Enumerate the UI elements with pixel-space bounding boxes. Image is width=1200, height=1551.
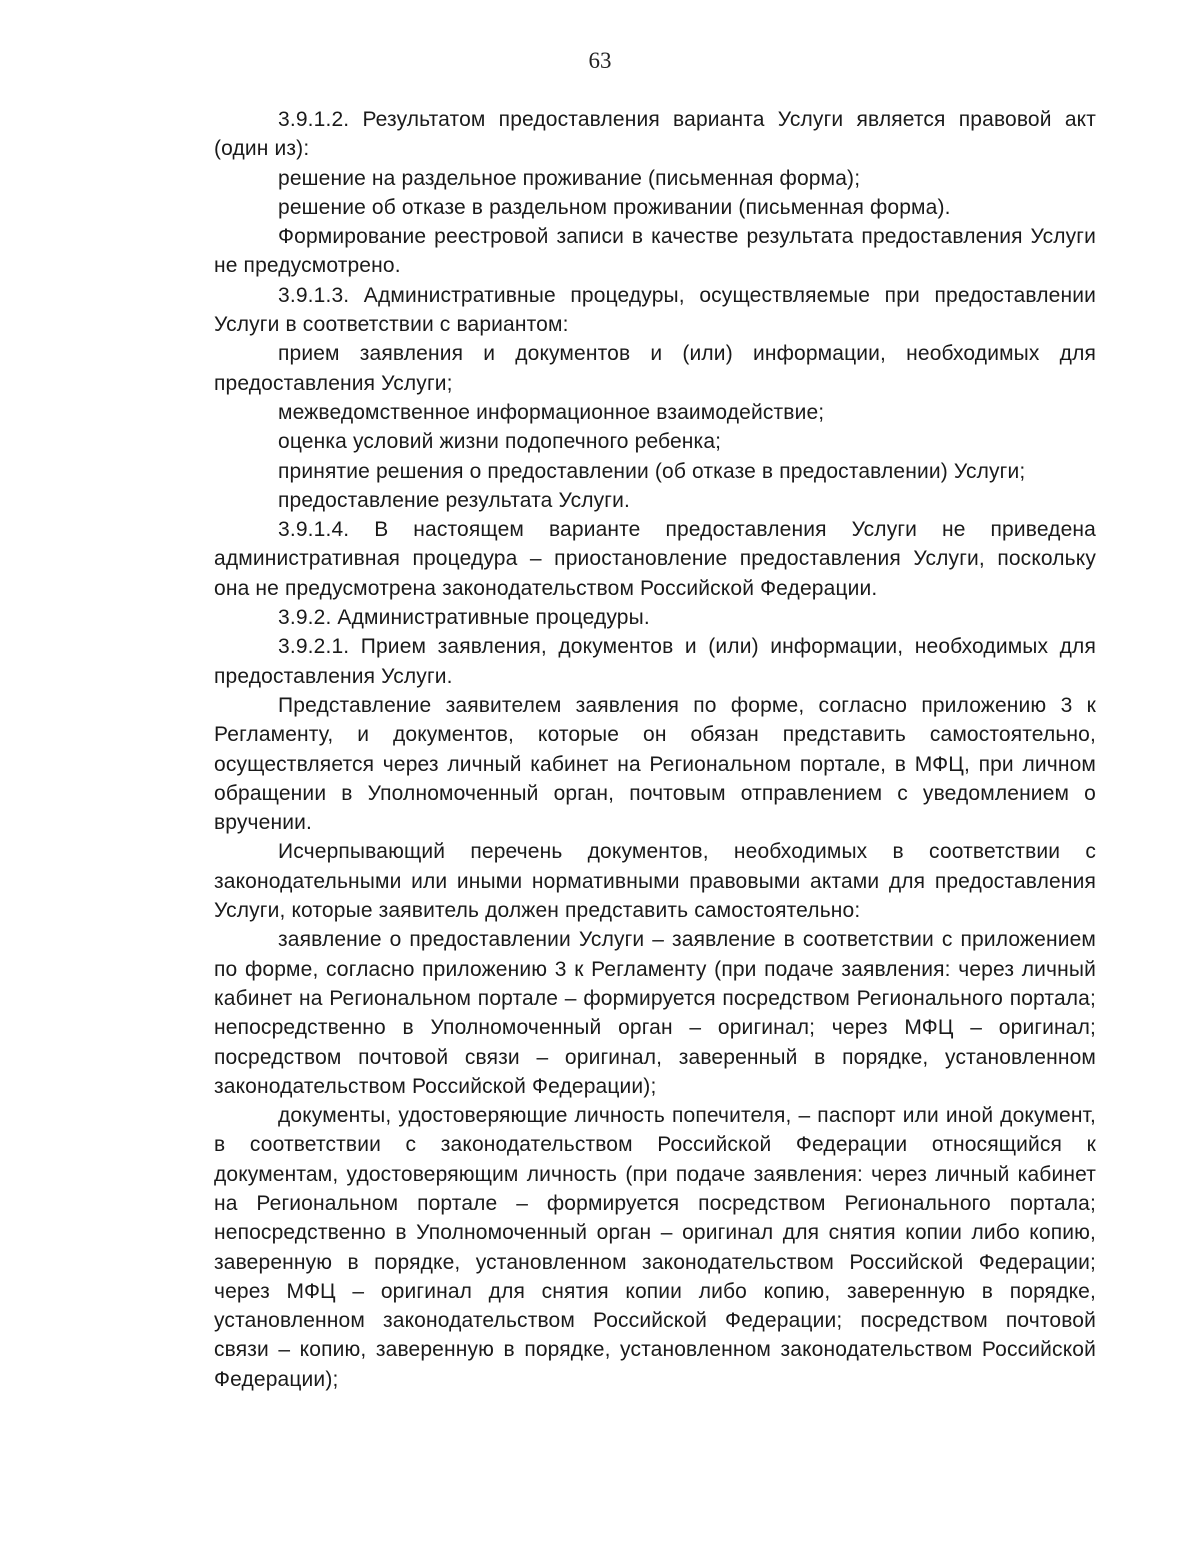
list-item: принятие решения о предоставлении (об отказе в предоставлении) Услуги; — [278, 459, 1026, 483]
list-item: заявление о предоставлении Услуги – заявление в соответствии с приложением по форме, согласно приложению 3 к Регламенту (при подаче заявления: через личный кабинет на Региональном портале – формируется посредством Регионального портала; непосредственно в Уполномоченный орган – оригинал; через МФЦ – оригинал; посредством почтовой связи – оригинал, заверенный в порядке, установленном законодательством Российской Федерации); — [214, 928, 1096, 1098]
paragraph: 3.9.1.2. Результатом предоставления варианта Услуги является правовой акт (один из): — [214, 108, 1096, 161]
list-item: оценка условий жизни подопечного ребенка; — [278, 430, 722, 454]
paragraph: Исчерпывающий перечень документов, необходимых в соответствии с законодательными или иными нормативными правовыми актами для предоставления Услуги, которые заявитель должен представить самостоятельно: — [214, 840, 1096, 923]
paragraph: 3.9.1.4. В настоящем варианте предоставления Услуги не приведена административная процедура – приостановление предоставления Услуги, поскольку она не предусмотрена законодательством Российской Федерации. — [214, 518, 1096, 600]
list-item: документы, удостоверяющие личность попечителя, – паспорт или иной документ, в соответствии с законодательством Российской Федерации относящийся к документам, удостоверяющим личность (при подаче заявления: через личный кабинет на Региональном портале – формируется посредством Регионального портала; непосредственно в Уполномоченный орган – оригинал для снятия копии либо копию, заверенную в порядке, установленном законодательством Российской Федерации; через МФЦ – оригинал для снятия копии либо копию, заверенную в порядке, установленном законодательством Российской Федерации; посредством почтовой связи – копию, заверенную в порядке, установленном законодательством Российской Федерации); — [214, 1104, 1096, 1391]
list-item: решение на раздельное проживание (письменная форма); — [278, 166, 861, 190]
list-item: прием заявления и документов и (или) информации, необходимых для предоставления Услуги; — [214, 342, 1096, 395]
paragraph: 3.9.1.3. Административные процедуры, осуществляемые при предоставлении Услуги в соответствии с вариантом: — [214, 283, 1096, 337]
list-item: предоставление результата Услуги. — [278, 488, 630, 512]
page-number: 63 — [588, 48, 612, 73]
paragraph: Представление заявителем заявления по форме, согласно приложению 3 к Регламенту, и документов, которые он обязан представить самостоятельно, осуществляется через личный кабинет на Региональном портале, в МФЦ, при личном обращении в Уполномоченный орган, почтовым отправлением с уведомлением о вручении. — [214, 693, 1096, 835]
document-body — [214, 105, 1096, 1394]
section-heading: 3.9.2. Административные процедуры. — [278, 606, 650, 630]
paragraph: 3.9.2.1. Прием заявления, документов и (или) информации, необходимых для предоставления Услуги. — [214, 635, 1096, 688]
list-item: решение об отказе в раздельном проживании (письменная форма). — [278, 195, 951, 219]
list-item: межведомственное информационное взаимодействие; — [278, 400, 825, 424]
paragraph: Формирование реестровой записи в качестве результата предоставления Услуги не предусмотрено. — [214, 225, 1096, 278]
